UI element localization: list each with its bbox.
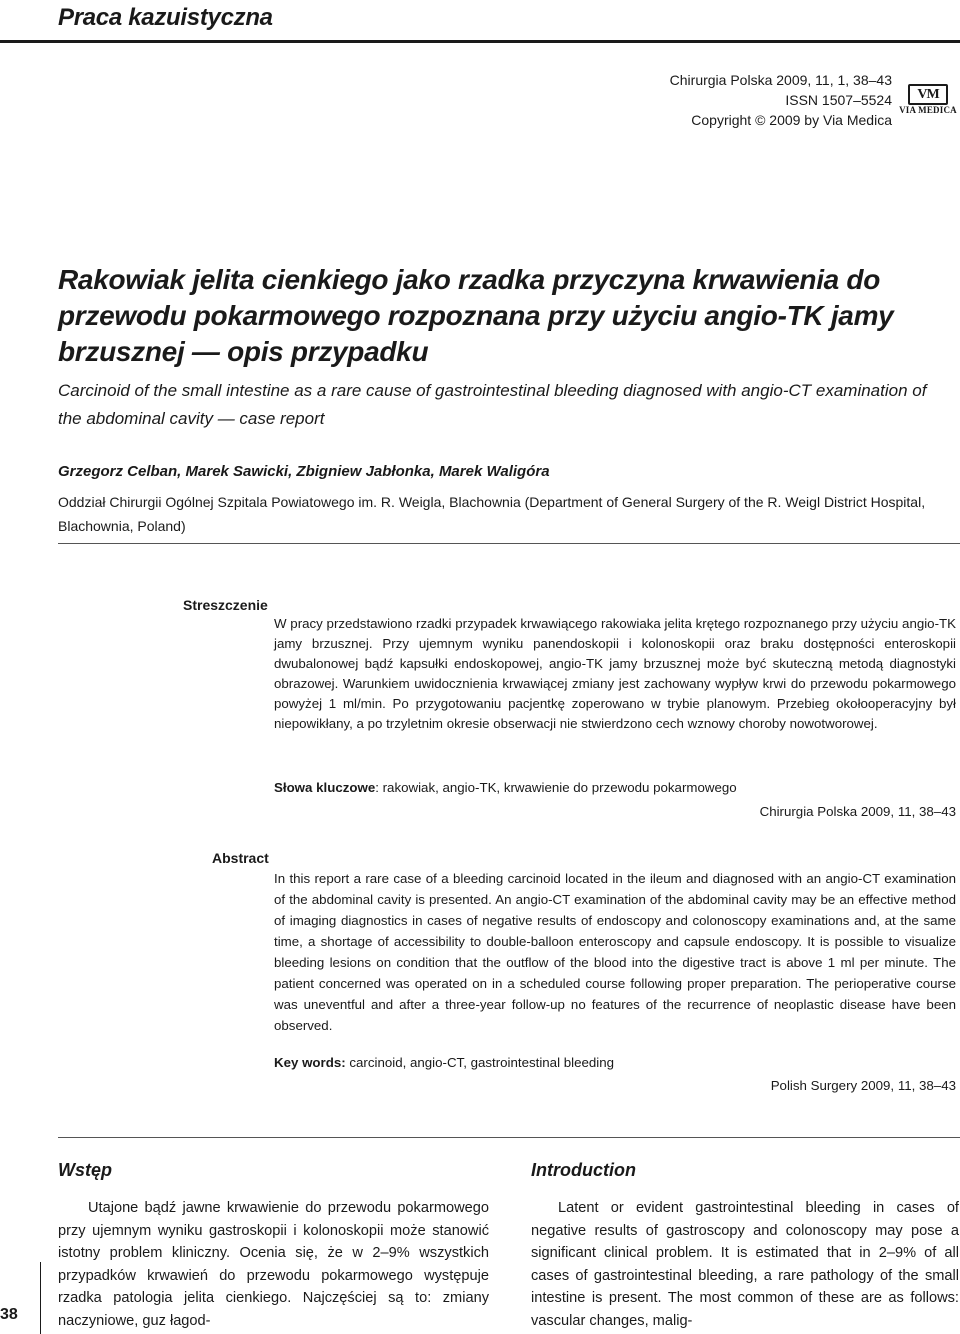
keywords-polish xyxy=(274,780,956,795)
via-medica-logo xyxy=(898,84,958,118)
divider-bottom xyxy=(58,1137,960,1138)
affiliation: Oddział Chirurgii Ogólnej Szpitala Powiatowego im. R. Weigla, Blachownia (Department of General Surgery of the R. Weigl District Hospital, Blachownia, Poland) xyxy=(58,494,926,534)
citation-polish: Chirurgia Polska 2009, 11, 38–43 xyxy=(759,804,956,819)
journal-citation: Chirurgia Polska 2009, 11, 1, 38–43 xyxy=(669,72,892,88)
article-title-english: Carcinoid of the small intestine as a rare cause of gastrointestinal bleeding diagnosed with angio-CT examination of the abdominal cavity — case report xyxy=(58,381,927,428)
keywords-polish-values: : rakowiak, angio-TK, krwawienie do przewodu pokarmowego xyxy=(375,780,737,795)
logo-mark: VM xyxy=(908,84,948,105)
authors: Grzegorz Celban, Marek Sawicki, Zbigniew Jabłonka, Marek Waligóra xyxy=(58,463,550,480)
streszczenie-heading: Streszczenie xyxy=(183,597,268,613)
abstract-heading: Abstract xyxy=(212,850,269,866)
journal-copyright: Copyright © 2009 by Via Medica xyxy=(691,112,892,128)
keywords-english xyxy=(274,1055,956,1070)
article-title-polish: Rakowiak jelita cienkiego jako rzadka przyczyna krwawienia do przewodu pokarmowego rozpoznana przy użyciu angio-TK jamy brzusznej — opis przypadku xyxy=(58,264,894,367)
keywords-english-values: carcinoid, angio-CT, gastrointestinal bleeding xyxy=(345,1055,614,1070)
keywords-english-label: Key words: xyxy=(274,1055,346,1070)
streszczenie-text: W pracy przedstawiono rzadki przypadek krwawiącego rakowiaka jelita krętego rozpoznanego przy użyciu angio-TK jamy brzusznej. Przy ujemnym wyniku panendoskopii i kolonoskopii oraz braku dostępności enteroskopii dwubalonowej bądź kapsułki endoskopowej, angio-TK jamy brzusznej może być skuteczną metodą diagnostyki obrazowej. Warunkiem uwidocznienia krwawiącej zmiany jest zachowany wypływ krwi do przewodu pokarmowego powyżej 1 ml/min. Po przygotowaniu pacjentkę zoperowano w trybie planowym. Przebieg okołooperacyjny był niepowikłany, a po trzyletnim okresie obserwacji nie stwierdzono cech wznowy choroby nowotworowej. xyxy=(274,616,956,731)
keywords-polish-label: Słowa kluczowe xyxy=(274,780,376,795)
page-number-rule xyxy=(40,1262,41,1334)
section-label: Praca kazuistyczna xyxy=(58,4,273,31)
introduction-text: Latent or evident gastrointestinal bleeding in cases of negative results of gastroscopy and colonoscopy may pose a significant clinical problem. It is estimated that in 2–9% of all cases of gastrointestinal bleeding, a rare pathology of the small intestine is present. The most common of these are as follows: vascular changes, malig- xyxy=(531,1200,959,1329)
header-rule xyxy=(0,40,960,43)
abstract-text: In this report a rare case of a bleeding carcinoid located in the ileum and diagnosed with an angio-CT examination of the abdominal cavity is presented. An angio-CT examination of the abdominal cavity may be an effective method of imaging diagnostics in cases of negative results of endoscopy and colonoscopy examinations and, at the same time, a shortage of accessibility to double-balloon enteroscopy and capsule endoscopy. It is possible to visualize bleeding lesions on condition that the outflow of the blood into the digestive tract is above 1 ml per minute. The patient concerned was operated on in a scheduled course following proper preparation. The perioperative course was uneventful and after a three-year follow-up no features of the recurrence of neoplastic disease have been observed. xyxy=(274,871,956,1033)
logo-text: VIA MEDICA xyxy=(899,105,957,115)
divider-top xyxy=(58,543,960,544)
page-number: 38 xyxy=(0,1306,18,1323)
citation-english: Polish Surgery 2009, 11, 38–43 xyxy=(770,1078,956,1093)
journal-issn: ISSN 1507–5524 xyxy=(785,92,892,108)
wstep-heading: Wstęp xyxy=(58,1160,112,1180)
introduction-heading: Introduction xyxy=(531,1160,636,1180)
journal-info xyxy=(670,70,892,130)
wstep-text: Utajone bądź jawne krwawienie do przewodu pokarmowego przy ujemnym wyniku gastroskopii i kolonoskopii może stanowić istotny problem kliniczny. Ocenia się, że w 2–9% wszystkich przypadków krwawień do przewodu pokarmowego występuje rzadka patologia jelita cienkiego. Najczęściej są to: zmiany naczyniowe, guz łagod- xyxy=(58,1200,489,1329)
